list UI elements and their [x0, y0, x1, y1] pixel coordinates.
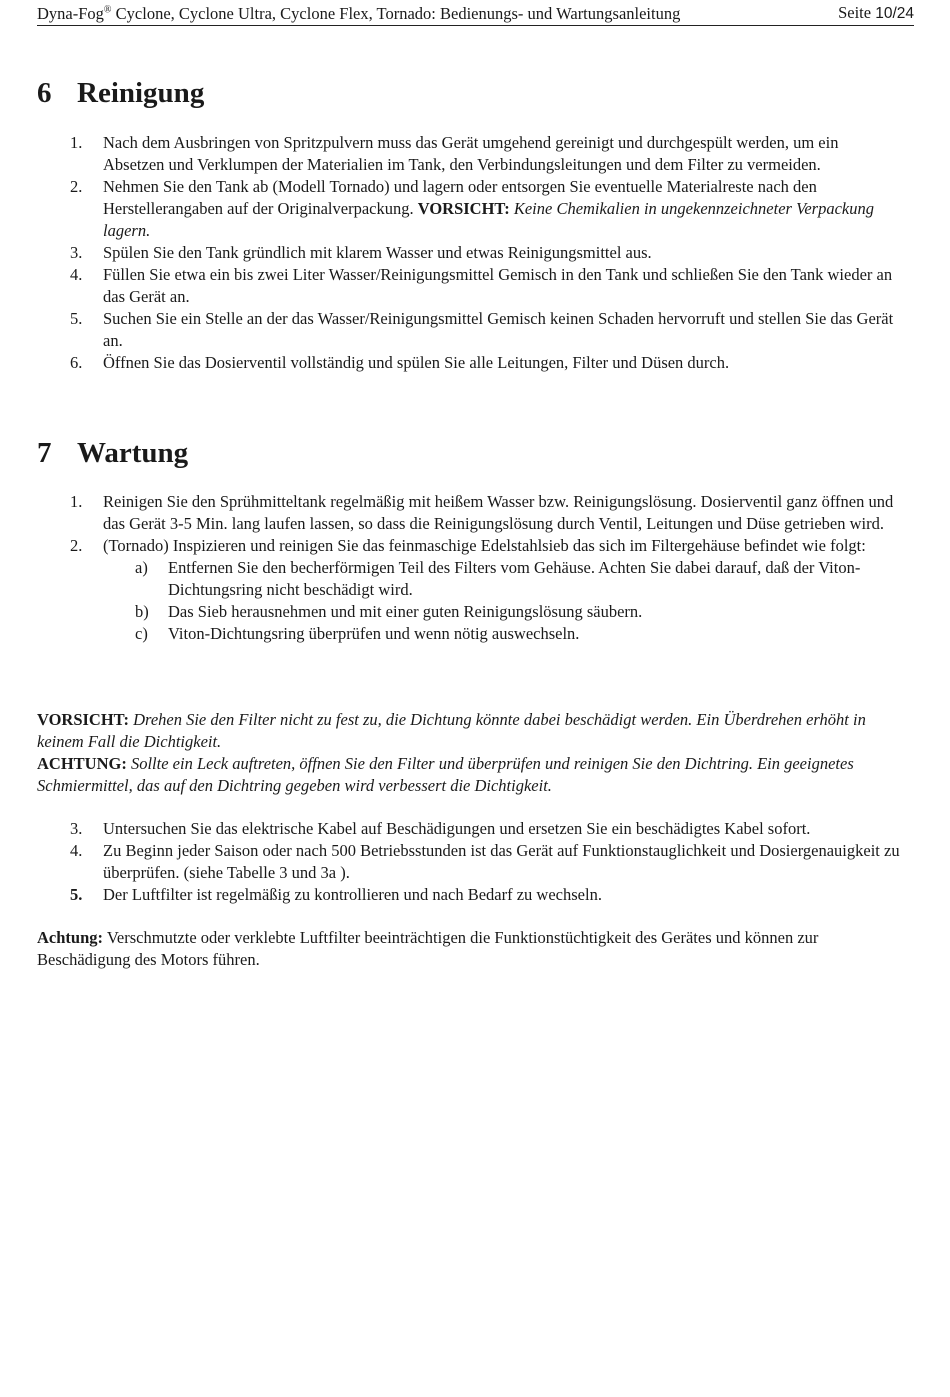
list-item — [37, 818, 903, 840]
list-item-text: Füllen Sie etwa ein bis zwei Liter Wasser/Reinigungsmittel Gemisch in den Tank und schließen Sie den Tank wieder an das Gerät an. — [103, 265, 893, 306]
list-marker: 4. — [70, 265, 83, 284]
sublist-item-text: Viton-Dichtungsring überprüfen und wenn nötig auswechseln. — [168, 624, 580, 643]
caution-label: VORSICHT: — [417, 199, 510, 218]
list-item-text: Suchen Sie ein Stelle an der das Wasser/Reinigungsmittel Gemisch keinen Schaden hervorruft und stellen Sie das Gerät an. — [103, 309, 894, 350]
caution-text: Drehen Sie den Filter nicht zu fest zu, die Dichtung könnte dabei beschädigt werden. Ein Überdrehen erhöht in keinem Fall die Dichtigkeit. — [37, 710, 866, 751]
list-item-text: Der Luftfilter ist regelmäßig zu kontrollieren und nach Bedarf zu wechseln. — [103, 885, 602, 904]
sublist-marker: a) — [135, 558, 148, 577]
list-marker: 1. — [70, 133, 83, 152]
sublist-item-text: Das Sieb herausnehmen und mit einer guten Reinigungslösung säubern. — [168, 602, 643, 621]
note-text: Verschmutzte oder verklebte Luftfilter beeinträchtigen die Funktionstüchtigkeit des Gerätes und können zur Beschädigung des Motors führen. — [37, 928, 819, 969]
sublist-item — [37, 557, 903, 601]
list-marker: 2. — [70, 536, 83, 555]
list-marker: 5. — [70, 309, 83, 328]
title-brand: Dyna-Fog — [37, 4, 104, 23]
list-item-text: Nehmen Sie den Tank ab (Modell Tornado) und lagern oder entsorgen Sie eventuelle Materialreste nach den Herstellerangaben auf der Originalverpackung. — [103, 177, 817, 218]
caution-text: Keine Chemikalien in ungekennzeichneter Verpackung lagern. — [103, 199, 874, 240]
maintenance-steps-list — [37, 491, 903, 645]
page-label: Seite — [838, 3, 876, 22]
sublist-item — [37, 601, 903, 623]
list-marker: 3. — [70, 819, 83, 838]
section-title: Wartung — [77, 437, 189, 469]
list-item — [37, 491, 903, 535]
list-item-text: Reinigen Sie den Sprühmitteltank regelmäßig mit heißem Wasser bzw. Reinigungslösung. Dosierventil ganz öffnen und das Gerät 3-5 Min. lang laufen lassen, so dass die Reinigungslösung durch Ventil, Leitungen und Düse getrieben wird. — [103, 492, 894, 533]
sublist-marker: b) — [135, 602, 149, 621]
list-item-text: (Tornado) Inspizieren und reinigen Sie das feinmaschige Edelstahlsieb das sich im Filtergehäuse befindet wie folgt: — [103, 536, 866, 555]
document-title — [37, 3, 680, 25]
list-item — [37, 884, 903, 906]
list-marker: 1. — [70, 492, 83, 511]
list-marker: 4. — [70, 841, 83, 860]
attention-label: ACHTUNG: — [37, 754, 127, 773]
list-item — [37, 352, 903, 374]
list-item-text: Öffnen Sie das Dosierventil vollständig und spülen Sie alle Leitungen, Filter und Düsen durch. — [103, 353, 730, 372]
list-item — [37, 840, 903, 884]
page-indicator — [838, 2, 914, 25]
list-item-text: Untersuchen Sie das elektrische Kabel auf Beschädigungen und ersetzen Sie ein beschädigtes Kabel sofort. — [103, 819, 811, 838]
sublist-item-text: Entfernen Sie den becherförmigen Teil des Filters vom Gehäuse. Achten Sie dabei darauf, daß der Viton-Dichtungsring nicht beschädigt wird. — [168, 558, 861, 599]
list-item — [37, 264, 903, 308]
list-item — [37, 535, 903, 645]
list-marker: 2. — [70, 177, 83, 196]
sublist-item — [37, 623, 903, 645]
caution-label: VORSICHT: — [37, 710, 129, 729]
list-marker: 5. — [70, 885, 83, 904]
air-filter-note — [37, 927, 903, 971]
list-item — [37, 308, 903, 352]
caution-paragraph — [37, 709, 903, 797]
section-number: 6 — [37, 77, 52, 109]
list-item — [37, 132, 903, 176]
page-number: 10/24 — [875, 5, 914, 22]
cleaning-steps-list — [37, 132, 903, 374]
section-title: Reinigung — [77, 77, 205, 109]
list-item-text: Spülen Sie den Tank gründlich mit klarem Wasser und etwas Reinigungsmittel aus. — [103, 243, 652, 262]
list-item — [37, 176, 903, 242]
list-item-text: Nach dem Ausbringen von Spritzpulvern muss das Gerät umgehend gereinigt und durchgespült werden, um ein Absetzen und Verklumpen der Materialien im Tank, den Verbindungsleitungen und dem Filter zu vermeiden. — [103, 133, 839, 174]
list-item-text: Zu Beginn jeder Saison oder nach 500 Betriebsstunden ist das Gerät auf Funktionstauglichkeit und Dosiergenauigkeit zu überprüfen. (siehe Tabelle 3 und 3a ). — [103, 841, 900, 882]
sublist-marker: c) — [135, 624, 148, 643]
list-item — [37, 242, 903, 264]
registered-mark: ® — [103, 4, 112, 16]
title-rest: Cyclone, Cyclone Ultra, Cyclone Flex, Tornado: Bedienungs- und Wartungsanleitung — [111, 4, 681, 23]
list-marker: 6. — [70, 353, 83, 372]
section-heading-wartung — [37, 436, 188, 470]
section-number: 7 — [37, 437, 52, 469]
maintenance-steps-list-continued — [37, 818, 903, 906]
note-label: Achtung: — [37, 928, 104, 947]
section-heading-reinigung — [37, 76, 204, 110]
filter-substeps-list — [103, 557, 903, 645]
list-marker: 3. — [70, 243, 83, 262]
page-header — [37, 0, 914, 26]
attention-text: Sollte ein Leck auftreten, öffnen Sie den Filter und überprüfen und reinigen Sie den Dichtring. Ein geeignetes Schmiermittel, das auf den Dichtring gegeben wird verbessert die Dichtigkeit. — [37, 754, 854, 795]
